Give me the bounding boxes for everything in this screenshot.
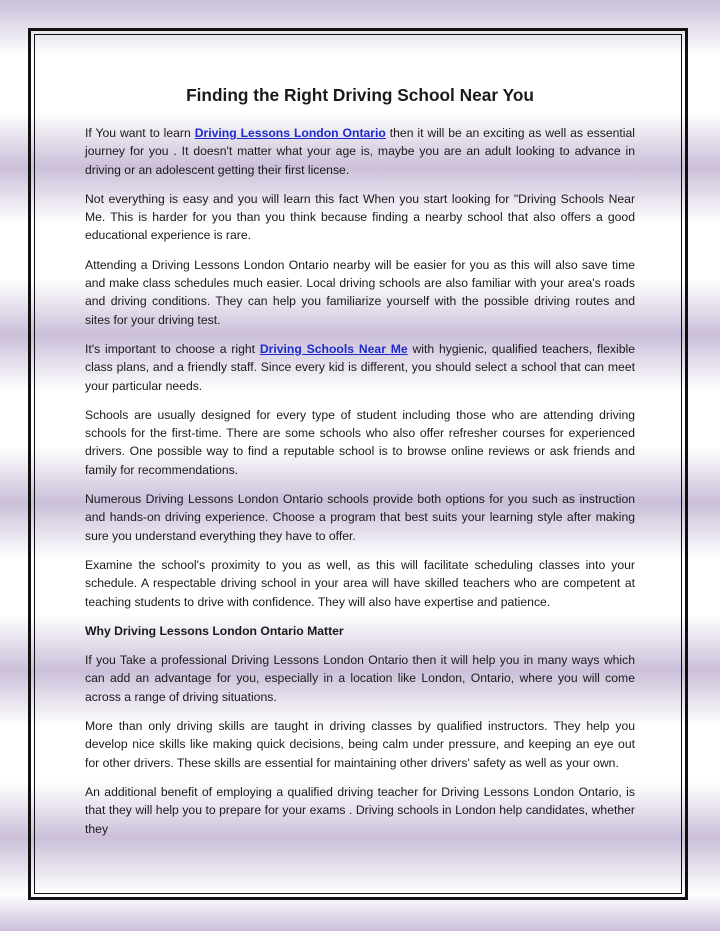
driving-schools-near-me-link[interactable]: Driving Schools Near Me	[259, 341, 408, 356]
paragraph-9: More than only driving skills are taught in driving classes by qualified instructors. They help you develop nice skills like making quick decisions, being calm under pressure, and keeping an eye out for other drivers. These skills are essential for maintaining other drivers' safety as well as your own.	[85, 719, 635, 770]
driving-lessons-london-ontario-link[interactable]: Driving Lessons London Ontario	[194, 126, 386, 140]
paragraph-4	[85, 340, 635, 395]
paragraph-4-text-start: It's important to choose a right	[85, 341, 260, 356]
paragraph-1	[85, 124, 635, 179]
paragraph-5: Schools are usually designed for every type of student including those who are attending driving schools for the first-time. There are some schools who also offer refresher courses for experienced drivers. One possible way to find a reputable school is to browse online reviews or ask friends and family for recommendations.	[85, 407, 635, 477]
paragraph-1-text-start: If You want to learn	[85, 126, 195, 140]
paragraph-3: Attending a Driving Lessons London Ontario nearby will be easier for you as this will also save time and make class schedules much easier. Local driving schools are also familiar with your area's roads and driving conditions. They can help you familiarize yourself with the possible driving routes and sites for your driving test.	[85, 257, 635, 327]
paragraph-8: If you Take a professional Driving Lessons London Ontario then it will help you in many ways which can add an advantage for you, especially in a location like London, Ontario, where you will come across a range of driving situations.	[85, 653, 635, 704]
paragraph-2: Not everything is easy and you will learn this fact When you start looking for "Driving Schools Near Me. This is harder for you than you think because finding a nearby school that also offers a good educational experience is rare.	[85, 191, 635, 243]
document-title: Finding the Right Driving School Near You	[186, 85, 534, 105]
section-subheading: Why Driving Lessons London Ontario Matter	[85, 623, 344, 638]
paragraph-6: Numerous Driving Lessons London Ontario schools provide both options for you such as instruction and hands-on driving experience. Choose a program that best suits your learning style after making sure you understand everything they have to offer.	[85, 492, 635, 543]
paragraph-10: An additional benefit of employing a qualified driving teacher for Driving Lessons London Ontario, is that they will help you to prepare for your exams . Driving schools in London help candidates, whether they	[85, 784, 635, 836]
paragraph-1-text-end: then it will be an exciting as well as essential journey for you . It doesn't matter what your age is, maybe you are an adult looking to advance in driving or an adolescent getting their first license.	[85, 126, 635, 177]
document-body	[85, 84, 635, 849]
paragraph-7: Examine the school's proximity to you as well, as this will facilitate scheduling classes into your schedule. A respectable driving school in your area will have skilled teachers who are competent at teaching students to drive with confidence. They will also have expertise and patience.	[85, 557, 635, 609]
paragraph-4-text-end: with hygienic, qualified teachers, flexible class plans, and a friendly staff. Since every kid is different, you should select a school that can meet your particular needs.	[85, 341, 635, 393]
